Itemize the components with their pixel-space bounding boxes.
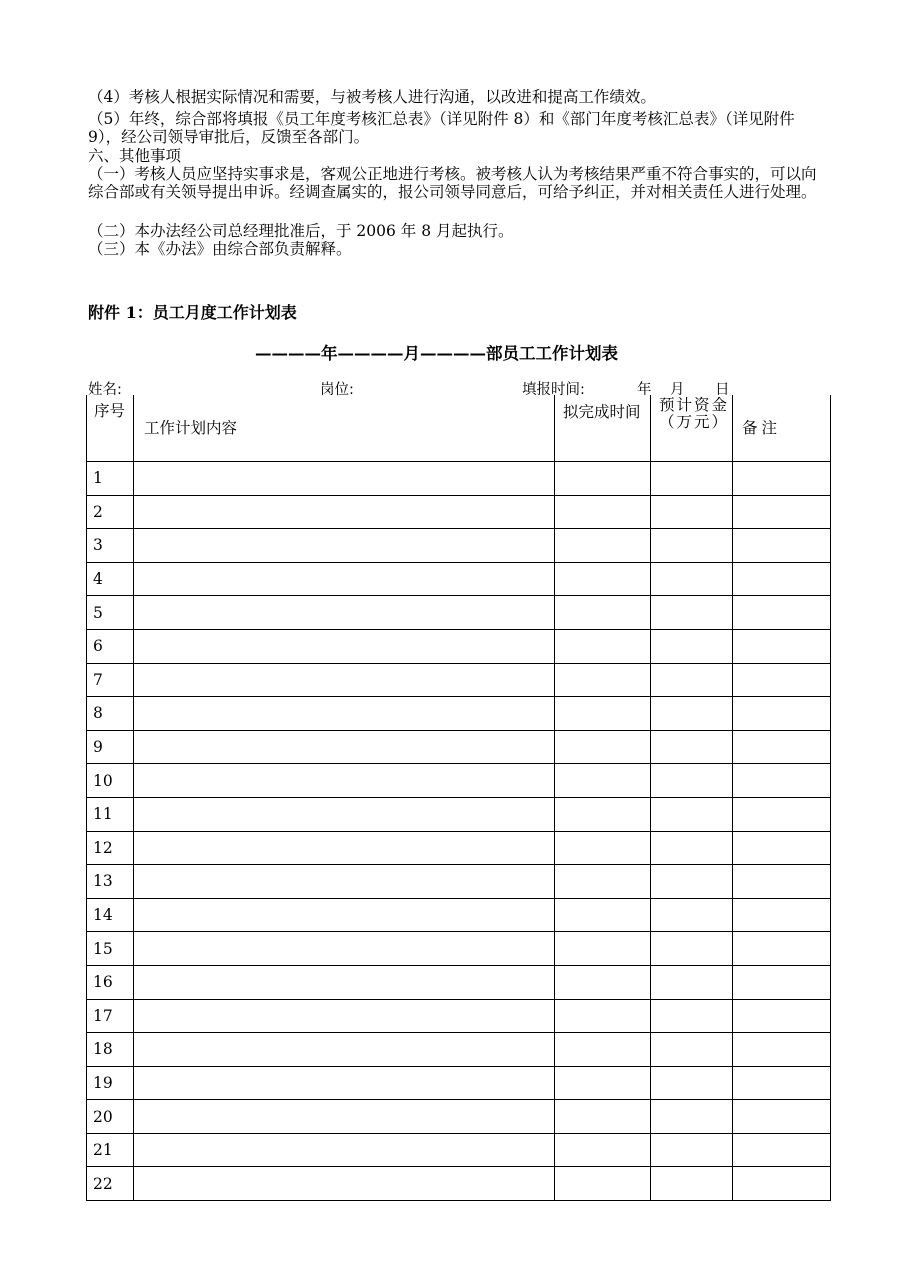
paragraph-other-3: （三）本《办法》由综合部负责解释。 (88, 240, 352, 258)
remarks-cell[interactable] (733, 1167, 831, 1201)
table-row (87, 1100, 831, 1134)
plan-content-cell[interactable] (134, 663, 555, 697)
table-row (87, 663, 831, 697)
table-row (87, 462, 831, 496)
row-index: 7 (87, 663, 134, 697)
row-index: 14 (87, 898, 134, 932)
plan-content-cell[interactable] (134, 1133, 555, 1167)
completion-time-cell[interactable] (555, 462, 651, 496)
funds-cell[interactable] (651, 663, 733, 697)
row-index: 19 (87, 1066, 134, 1100)
table-row (87, 965, 831, 999)
remarks-cell[interactable] (733, 596, 831, 630)
table-row (87, 596, 831, 630)
funds-cell[interactable] (651, 562, 733, 596)
table-row (87, 898, 831, 932)
appendix-title: 附件 1：员工月度工作计划表 (88, 303, 297, 322)
completion-time-cell[interactable] (555, 562, 651, 596)
completion-time-cell[interactable] (555, 932, 651, 966)
plan-content-cell[interactable] (134, 932, 555, 966)
row-index: 4 (87, 562, 134, 596)
plan-content-cell[interactable] (134, 764, 555, 798)
remarks-cell[interactable] (733, 1033, 831, 1067)
funds-cell[interactable] (651, 495, 733, 529)
row-index: 13 (87, 865, 134, 899)
table-row (87, 764, 831, 798)
remarks-cell[interactable] (733, 898, 831, 932)
header-planned-completion-time: 拟完成时间 (555, 395, 651, 462)
funds-cell[interactable] (651, 965, 733, 999)
fill-time-label: 填报时间: (522, 382, 585, 398)
funds-cell[interactable] (651, 764, 733, 798)
remarks-cell[interactable] (733, 831, 831, 865)
form-title: ————年————月————部员工工作计划表 (255, 344, 618, 363)
funds-cell[interactable] (651, 1167, 733, 1201)
funds-cell[interactable] (651, 797, 733, 831)
plan-content-cell[interactable] (134, 495, 555, 529)
table-row (87, 730, 831, 764)
plan-content-cell[interactable] (134, 1033, 555, 1067)
completion-time-cell[interactable] (555, 730, 651, 764)
plan-content-cell[interactable] (134, 529, 555, 563)
table-row (87, 1033, 831, 1067)
completion-time-cell[interactable] (555, 663, 651, 697)
table-row (87, 932, 831, 966)
plan-content-cell[interactable] (134, 965, 555, 999)
plan-content-cell[interactable] (134, 1100, 555, 1134)
completion-time-cell[interactable] (555, 495, 651, 529)
paragraph-item-5: （5）年终，综合部将填报《员工年度考核汇总表》（详见附件 8）和《部门年度考核汇总表》（详见附件 9），经公司领导审批后，反馈至各部门。 (88, 110, 795, 146)
remarks-cell[interactable] (733, 629, 831, 663)
remarks-cell[interactable] (733, 462, 831, 496)
plan-content-cell[interactable] (134, 865, 555, 899)
plan-content-cell[interactable] (134, 831, 555, 865)
funds-cell[interactable] (651, 1100, 733, 1134)
funds-cell[interactable] (651, 1066, 733, 1100)
table-row (87, 562, 831, 596)
remarks-cell[interactable] (733, 999, 831, 1033)
row-index: 18 (87, 1033, 134, 1067)
paragraph-other-2: （二）本办法经公司总经理批准后，于 2006 年 8 月起执行。 (88, 222, 514, 240)
remarks-cell[interactable] (733, 965, 831, 999)
table-header-row (87, 395, 831, 462)
funds-cell[interactable] (651, 932, 733, 966)
row-index: 21 (87, 1133, 134, 1167)
completion-time-cell[interactable] (555, 898, 651, 932)
section-heading-other-matters: 六、其他事项 (88, 147, 182, 165)
row-index: 6 (87, 629, 134, 663)
position-label: 岗位: (320, 382, 354, 398)
funds-cell[interactable] (651, 999, 733, 1033)
funds-cell[interactable] (651, 596, 733, 630)
table-row (87, 797, 831, 831)
table-row (87, 999, 831, 1033)
paragraph-item-4: （4）考核人根据实际情况和需要，与被考核人进行沟通，以改进和提高工作绩效。 (88, 88, 656, 106)
completion-time-cell[interactable] (555, 965, 651, 999)
row-index: 15 (87, 932, 134, 966)
header-plan-content: 工作计划内容 (134, 395, 555, 462)
remarks-cell[interactable] (733, 663, 831, 697)
plan-content-cell[interactable] (134, 629, 555, 663)
completion-time-cell[interactable] (555, 797, 651, 831)
plan-content-cell[interactable] (134, 1066, 555, 1100)
row-index: 1 (87, 462, 134, 496)
plan-content-cell[interactable] (134, 562, 555, 596)
funds-cell[interactable] (651, 831, 733, 865)
remarks-cell[interactable] (733, 797, 831, 831)
funds-cell[interactable] (651, 730, 733, 764)
plan-content-cell[interactable] (134, 596, 555, 630)
table-row (87, 529, 831, 563)
year-label: 年 (637, 382, 652, 398)
remarks-cell[interactable] (733, 1100, 831, 1134)
table-row (87, 495, 831, 529)
completion-time-cell[interactable] (555, 596, 651, 630)
header-remarks: 备注 (733, 395, 831, 462)
remarks-cell[interactable] (733, 764, 831, 798)
plan-content-cell[interactable] (134, 462, 555, 496)
completion-time-cell[interactable] (555, 865, 651, 899)
completion-time-cell[interactable] (555, 1066, 651, 1100)
funds-cell[interactable] (651, 697, 733, 731)
row-index: 16 (87, 965, 134, 999)
completion-time-cell[interactable] (555, 1133, 651, 1167)
row-index: 20 (87, 1100, 134, 1134)
plan-content-cell[interactable] (134, 697, 555, 731)
plan-content-cell[interactable] (134, 1167, 555, 1201)
name-label: 姓名: (88, 382, 122, 398)
remarks-cell[interactable] (733, 495, 831, 529)
remarks-cell[interactable] (733, 1066, 831, 1100)
plan-content-cell[interactable] (134, 797, 555, 831)
row-index: 17 (87, 999, 134, 1033)
row-index: 12 (87, 831, 134, 865)
remarks-cell[interactable] (733, 697, 831, 731)
table-row (87, 1066, 831, 1100)
header-index: 序号 (87, 395, 134, 462)
paragraph-other-1: （一）考核人员应坚持实事求是，客观公正地进行考核。被考核人认为考核结果严重不符合事实的，可以向综合部或有关领导提出申诉。经调查属实的，报公司领导同意后，可给予纠正，并对相关责任人进行处理。 (88, 165, 817, 201)
plan-content-cell[interactable] (134, 730, 555, 764)
funds-cell[interactable] (651, 1133, 733, 1167)
remarks-cell[interactable] (733, 562, 831, 596)
remarks-cell[interactable] (733, 932, 831, 966)
row-index: 5 (87, 596, 134, 630)
remarks-cell[interactable] (733, 529, 831, 563)
funds-cell[interactable] (651, 898, 733, 932)
day-label: 日 (715, 382, 730, 398)
header-estimated-funds: 预计资金（万元） (651, 395, 733, 462)
row-index: 22 (87, 1167, 134, 1201)
table-row (87, 865, 831, 899)
completion-time-cell[interactable] (555, 1100, 651, 1134)
row-index: 9 (87, 730, 134, 764)
row-index: 11 (87, 797, 134, 831)
plan-content-cell[interactable] (134, 999, 555, 1033)
completion-time-cell[interactable] (555, 1033, 651, 1067)
table-row (87, 697, 831, 731)
completion-time-cell[interactable] (555, 529, 651, 563)
completion-time-cell[interactable] (555, 1167, 651, 1201)
remarks-cell[interactable] (733, 730, 831, 764)
row-index: 2 (87, 495, 134, 529)
table-row (87, 629, 831, 663)
remarks-cell[interactable] (733, 1133, 831, 1167)
completion-time-cell[interactable] (555, 629, 651, 663)
table-row (87, 831, 831, 865)
plan-content-cell[interactable] (134, 898, 555, 932)
funds-cell[interactable] (651, 462, 733, 496)
table-row (87, 1133, 831, 1167)
funds-cell[interactable] (651, 529, 733, 563)
table-row (87, 1167, 831, 1201)
funds-cell[interactable] (651, 1033, 733, 1067)
remarks-cell[interactable] (733, 865, 831, 899)
row-index: 3 (87, 529, 134, 563)
month-label: 月 (670, 382, 685, 398)
work-plan-table (86, 395, 831, 1201)
completion-time-cell[interactable] (555, 764, 651, 798)
completion-time-cell[interactable] (555, 999, 651, 1033)
completion-time-cell[interactable] (555, 697, 651, 731)
funds-cell[interactable] (651, 865, 733, 899)
completion-time-cell[interactable] (555, 831, 651, 865)
row-index: 8 (87, 697, 134, 731)
row-index: 10 (87, 764, 134, 798)
funds-cell[interactable] (651, 629, 733, 663)
